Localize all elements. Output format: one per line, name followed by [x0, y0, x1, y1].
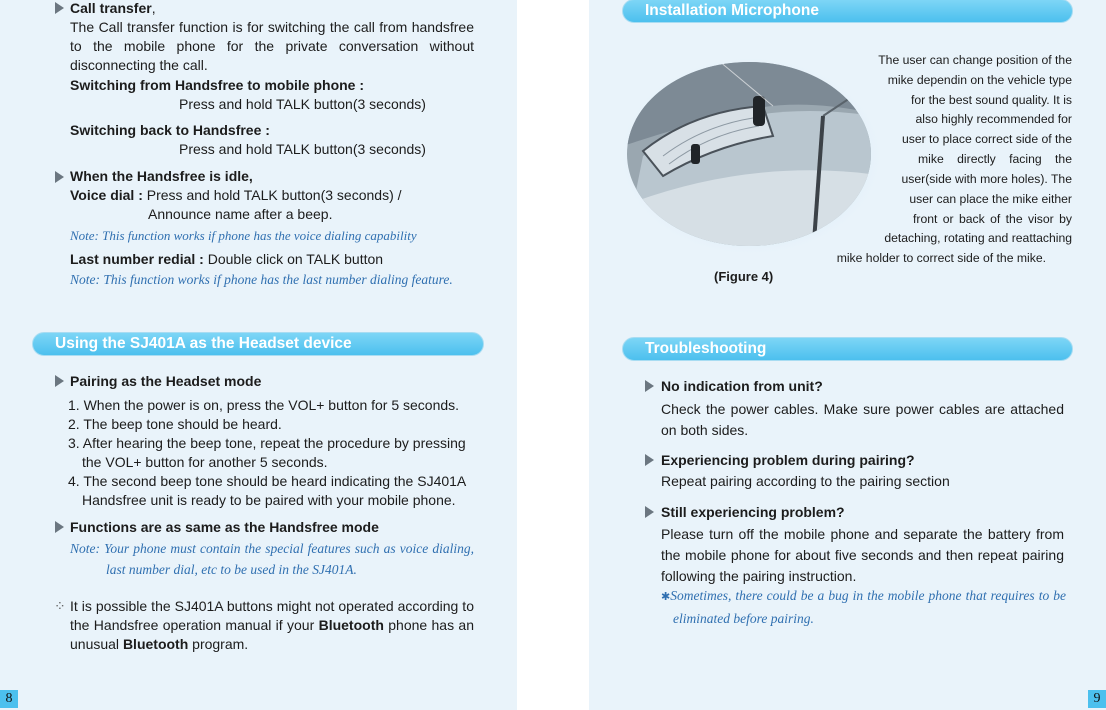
mic-instruction-line: The user can change position of the — [878, 53, 1072, 67]
trouble-item-title: No indication from unit? — [661, 378, 823, 394]
functions-bullet-icon — [55, 521, 64, 533]
idle-bullet-icon — [55, 171, 64, 183]
switch-back-label: Switching back to Handsfree : — [70, 122, 270, 138]
call-transfer-body: The Call transfer function is for switching the call from handsfree to the mobile phone for the private conversation without disconnecting the call. — [70, 19, 474, 73]
pairing-step: 1. When the power is on, press the VOL+ button for 5 seconds. — [68, 397, 460, 413]
voice-dial-note: Note: This function works if phone has the voice dialing capability — [70, 228, 417, 243]
mic-instruction-line: user(side with more holes). The — [901, 172, 1072, 186]
mic-instruction-line: for the best sound quality. It is — [910, 93, 1072, 107]
switch-to-mobile-action: Press and hold TALK button(3 seconds) — [179, 96, 426, 112]
mic-instruction-line: mike holder to correct side of the mike. — [836, 251, 1046, 265]
voice-dial-row: Voice dial : Press and hold TALK button(3 seconds) / — [70, 187, 402, 203]
mic-instruction-line: also highly recommended for — [915, 112, 1072, 126]
troubleshooting-banner: Troubleshooting — [622, 337, 1073, 361]
trouble-item-title: Still experiencing problem? — [661, 504, 845, 520]
trouble-item-title: Experiencing problem during pairing? — [661, 452, 915, 468]
trouble-item-body: Check the power cables. Make sure power cables are attached on both sides. — [661, 401, 1064, 438]
pairing-step: 4. The second beep tone should be heard indicating the SJ401A — [68, 473, 467, 489]
microphone-photo — [623, 56, 885, 256]
figure-caption: (Figure 4) — [714, 269, 774, 284]
mic-instruction-line: mike dependin on the vehicle type — [887, 73, 1072, 87]
warning-asterisk-icon: ✱ — [661, 591, 671, 603]
mic-instruction-line: detaching, rotating and reattaching — [884, 231, 1072, 245]
switch-back-action: Press and hold TALK button(3 seconds) — [179, 141, 426, 157]
left-page — [0, 0, 517, 710]
footnote-text: It is possible the SJ401A buttons might not operated according to the Handsfree operation manual if your Bluetooth phone has an unusual Bluetooth program. — [70, 598, 474, 652]
idle-heading: When the Handsfree is idle, — [70, 168, 253, 184]
page-number-right: 9 — [1088, 690, 1106, 708]
warning-note: ✱Sometimes, there could be a bug in the mobile phone that requires to be eliminated before pairing. — [661, 588, 1066, 626]
functions-heading: Functions are as same as the Handsfree mode — [70, 519, 379, 535]
pairing-step: Handsfree unit is ready to be paired with your mobile phone. — [82, 492, 456, 508]
pairing-heading: Pairing as the Headset mode — [70, 373, 262, 389]
last-number-note: Note: This function works if phone has the last number dialing feature. — [70, 272, 453, 287]
pairing-step: the VOL+ button for another 5 seconds. — [82, 454, 328, 470]
last-number-row: Last number redial : Double click on TALK button — [70, 251, 384, 267]
pairing-step: 2. The beep tone should be heard. — [68, 416, 282, 432]
trouble-bullet-icon — [645, 380, 654, 392]
pairing-bullet-icon — [55, 375, 64, 387]
trouble-bullet-icon — [645, 454, 654, 466]
mic-instruction-line: front or back of the visor by — [913, 212, 1072, 226]
headset-section-banner: Using the SJ401A as the Headset device — [32, 332, 484, 356]
trouble-item-body: Please turn off the mobile phone and separate the battery from the mobile phone for about five seconds and then repeat pairing following the pairing instruction. — [661, 526, 1064, 584]
page-number-left: 8 — [0, 690, 18, 708]
call-transfer-bullet-icon — [55, 2, 64, 14]
pairing-step: 3. After hearing the beep tone, repeat the procedure by pressing — [68, 435, 466, 451]
installation-banner: Installation Microphone — [622, 0, 1073, 23]
voice-dial-action-2: Announce name after a beep. — [148, 206, 333, 222]
footnote-marker-icon: ⁘ — [54, 598, 66, 614]
trouble-item-body: Repeat pairing according to the pairing section — [661, 473, 950, 489]
right-page — [589, 0, 1106, 710]
mic-instruction-line: mike directly facing the — [918, 152, 1072, 166]
mic-instruction-line: user to place correct side of the — [901, 132, 1072, 146]
functions-note: Note: Your phone must contain the special features such as voice dialing, last number dial, etc to be used in the SJ401A. — [70, 541, 474, 577]
trouble-bullet-icon — [645, 506, 654, 518]
call-transfer-heading: Call transfer, — [70, 0, 156, 16]
mic-instruction-line: user can place the mike either — [909, 192, 1072, 206]
switch-to-mobile-label: Switching from Handsfree to mobile phone : — [70, 77, 365, 93]
